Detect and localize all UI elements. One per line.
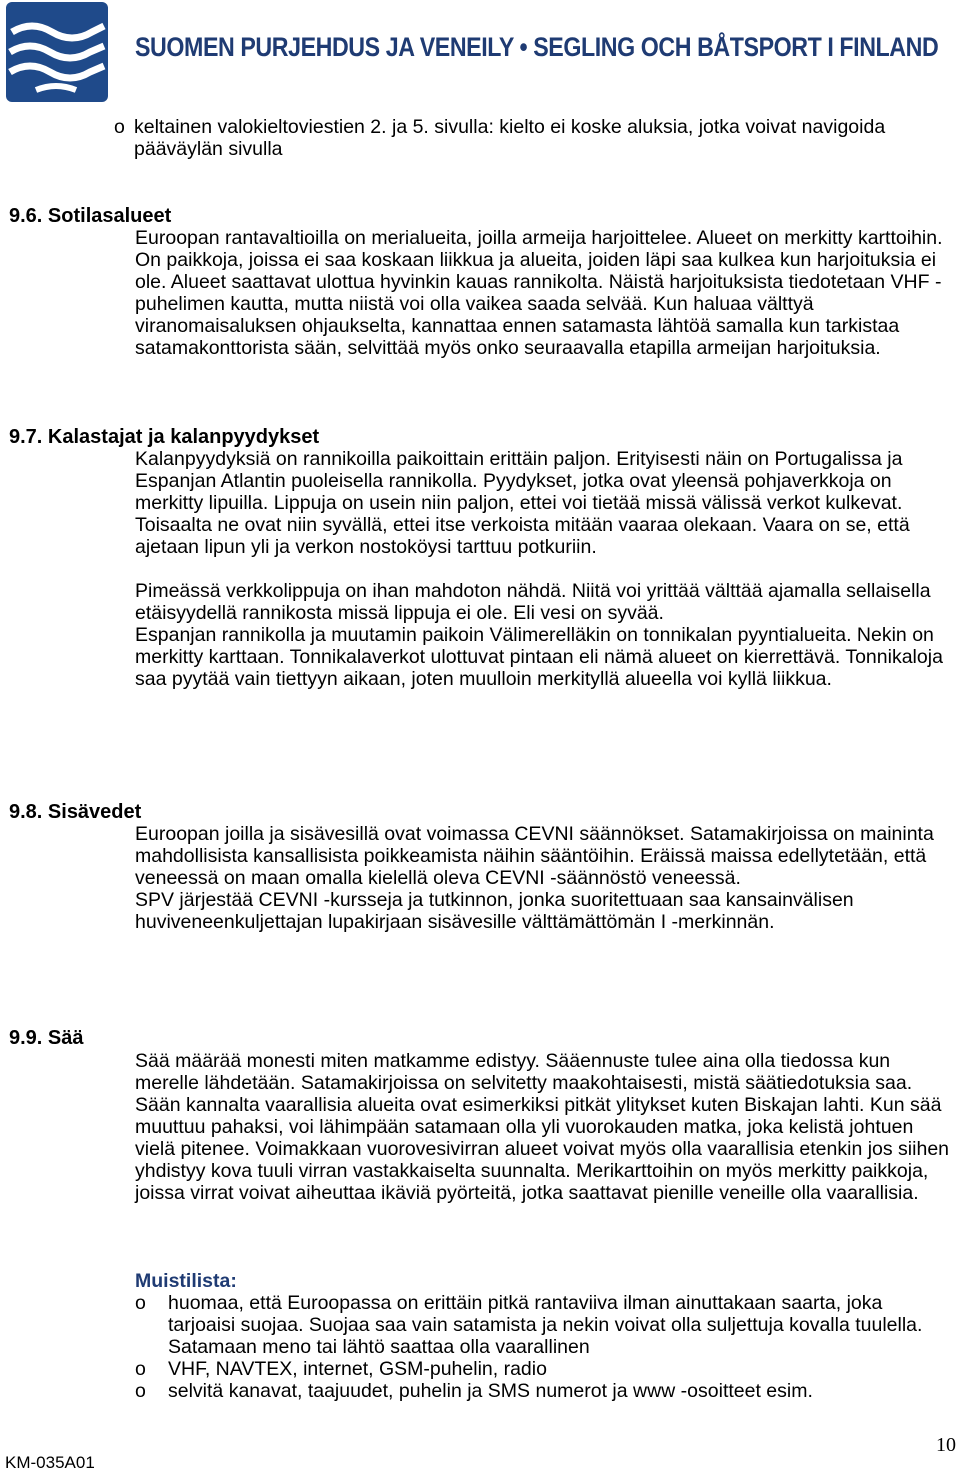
paragraph: Kalanpyydyksiä on rannikoilla paikoittain erittäin paljon. Erityisesti näin on Portugalissa ja Espanjan Atlantin puoleisella rannikolla. Pyydykset, jotka ovat yleensä pohjaverkkoja on merkitty lipuilla. Lippuja on usein niin paljon, ettei voi tietää missä välissä verkot kulkevat. Toisaalta ne ovat niin syvällä, ettei itse verkoista mitään vaaraa olekaan. Vaara on se, että ajetaan lipun yli ja verkon nostoköysi tarttuu potkuriin. (135, 448, 910, 558)
list-item (135, 1358, 935, 1380)
intro-bullet-text: keltainen valokieltoviestien 2. ja 5. sivulla: kielto ei koske aluksia, jotka voivat navigoida pääväylän sivulla (134, 116, 886, 160)
bullet-mark: o (135, 1292, 146, 1314)
bullet-mark: o (114, 116, 125, 138)
section-heading-9-9: 9.9. Sää (9, 1027, 84, 1049)
list-item-text: selvitä kanavat, taajuudet, puhelin ja SMS numerot ja www -osoitteet esim. (168, 1380, 813, 1402)
section-body-9-6 (135, 227, 955, 359)
organization-name: SUOMEN PURJEHDUS JA VENEILY • SEGLING OCH BÅTSPORT I FINLAND (135, 32, 939, 62)
paragraph: Pimeässä verkkolippuja on ihan mahdoton nähdä. Niitä voi yrittää välttää ajamalla sellaisella etäisyydellä rannikosta missä lippuja ei ole. Eli vesi on syvää. (135, 580, 931, 624)
paragraph: Euroopan rantavaltioilla on merialueita, joilla armeija harjoittelee. Alueet on merkitty karttoihin. On paikkoja, joissa ei saa koskaan liikkua ja alueita, joiden läpi saa kulkea kun harjoituksia ei ole. Alueet saattavat ulottua hyvinkin kauas rannikolta. Näistä harjoituksista tiedotetaan VHF -puhelimen kautta, mutta niistä voi olla vaikea saada selvää. Kun haluaa välttyä viranomaisaluksen ohjaukselta, kannattaa ennen satamasta lähtöä samalla kun tarkistaa satamakonttorista sään, selvittää myös onko seuraavalla etapilla armeijan harjoituksia. (135, 227, 943, 359)
page-number: 10 (936, 1434, 956, 1456)
section-heading-9-6: 9.6. Sotilasalueet (9, 205, 172, 227)
paragraph: Euroopan joilla ja sisävesillä ovat voimassa CEVNI säännökset. Satamakirjoissa on maininta mahdollisista kansallisista poikkeamista näihin sääntöihin. Eräissä maissa edellytetään, että veneessä on maan omalla kielellä oleva CEVNI -säännöstö veneessä. (135, 823, 934, 889)
document-code: KM-035A01 (5, 1453, 95, 1472)
paragraph: Espanjan rannikolla ja muutamin paikoin Välimerelläkin on tonnikalan pyyntialueita. Nekin on merkitty karttaan. Tonnikalaverkot ulottuvat pintaan eli nämä alueet on kierrettävä. Tonnikaloja saa pyytää vain tiettyyn aikaan, joten muulloin merkityllä alueella voi kyllä liikkua. (135, 624, 943, 690)
bullet-mark: o (135, 1380, 146, 1402)
paragraph: Sää määrää monesti miten matkamme edistyy. Sääennuste tulee aina olla tiedossa kun merelle lähdetään. Satamakirjoissa on selvitetty maakohtaisesti, mistä säätiedotuksia saa. (135, 1050, 913, 1094)
section-body-9-9 (135, 1050, 955, 1204)
section-heading-9-7: 9.7. Kalastajat ja kalanpyydykset (9, 426, 320, 448)
checklist-title: Muistilista: (135, 1270, 237, 1292)
list-item (135, 1292, 935, 1358)
list-item-text: huomaa, että Euroopassa on erittäin pitkä rantaviiva ilman ainuttakaan saarta, joka tarjoaisi suojaa. Suojaa saa vain satamista ja nekin voivat olla suljettuja kovalla tuulella. Satamaan meno tai lähtö saattaa olla vaarallinen (168, 1292, 923, 1358)
paragraph: SPV järjestää CEVNI -kursseja ja tutkinnon, jonka suoritettuaan saa kansainvälisen huviveneenkuljettajan lupakirjaan sisävesille välttämättömän I -merkinnän. (135, 889, 854, 933)
waves-sail-logo-icon (6, 2, 108, 102)
paragraph: Sään kannalta vaarallisia alueita ovat esimerkiksi pitkät ylitykset kuten Biskajan lahti. Kun sää muuttuu pahaksi, voi lähimpään satamaan olla yli vuorokauden matka, joka kelistä johtuen vielä pitenee. Voimakkaan vuorovesivirran alueet voivat myös olla vaarallisia etenkin jos siihen yhdistyy kova tuuli virran vastakkaiselta suunnalta. Merikarttoihin on myös merkitty paikkoja, joissa virrat voivat aiheuttaa ikäviä pyörteitä, jotka saattavat pienille veneille olla vaarallisia. (135, 1094, 950, 1204)
bullet-mark: o (135, 1358, 146, 1380)
list-item-text: VHF, NAVTEX, internet, GSM-puhelin, radio (168, 1358, 547, 1380)
list-item (135, 1380, 935, 1402)
section-body-9-7 (135, 448, 955, 690)
section-heading-9-8: 9.8. Sisävedet (9, 801, 142, 823)
section-body-9-8 (135, 823, 955, 933)
